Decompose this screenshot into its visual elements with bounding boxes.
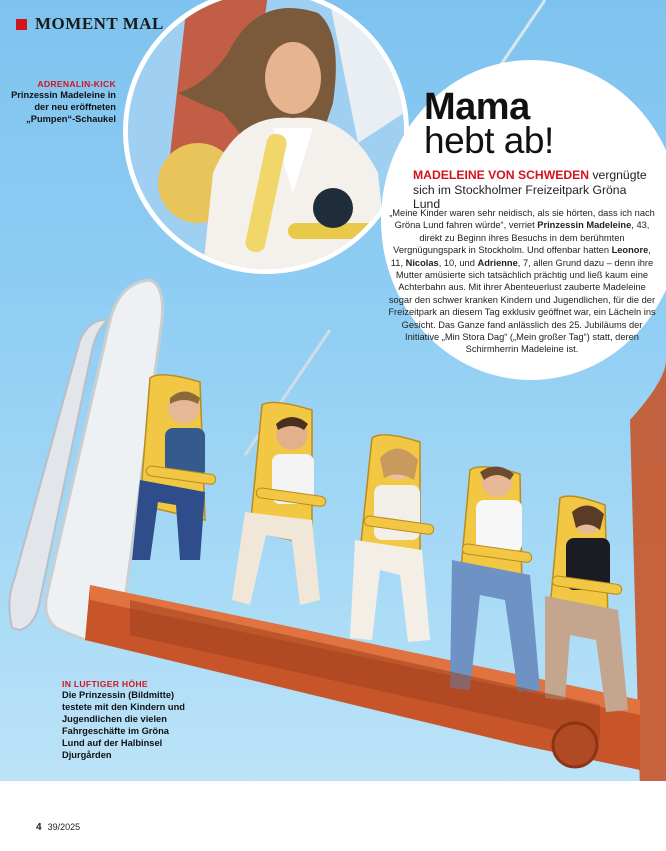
section-marker-square xyxy=(16,19,27,30)
article-subhead xyxy=(413,168,655,212)
body-segment-bold: Nicolas xyxy=(405,257,439,268)
section-label: MOMENT MAL xyxy=(35,14,164,33)
inset-photo-madeleine xyxy=(128,0,404,269)
subhead-rest: vergnügte sich im Stockholmer Freizeitpark Gröna Lund xyxy=(413,168,647,211)
inset-photo-circle xyxy=(123,0,409,274)
body-segment-bold: Prinzessin Madeleine xyxy=(537,220,632,231)
caption-top xyxy=(6,79,116,125)
body-segment: „Meine Kinder waren sehr neidisch, als sie hörten, dass ich nach Gröna Lund fahren würde“, verriet xyxy=(389,208,655,231)
caption-bottom xyxy=(62,679,192,761)
headline-line-1: Mama xyxy=(424,86,530,128)
section-tag xyxy=(16,14,164,34)
caption-top-kicker: ADRENALIN-KICK xyxy=(37,79,116,89)
caption-bottom-text: Die Prinzessin (Bildmitte) testete mit den Kindern und Jugendlichen die vielen Fahrgeschäfte im Gröna Lund auf der Halbinsel Djurgården xyxy=(62,690,185,760)
body-segment: , 10, und xyxy=(438,257,478,268)
body-segment: , 7, allen Grund dazu – denn ihre Mutter amüsierte sich tatsächlich prächtig und ließ kaum eine Achterbahn aus. Mit ihrer Abenteuerlust zauberte Madeleine sogar den schwer kranken Kindern und Jugendlichen, für die der Freizeitpark an diesem Tag exklusiv geöffnet war, ein Lächeln ins Gesicht. Das Ganze fand anlässlich des 25. Jubiläums der Initiative „Min Stora Dag“ („Mein großer Tag“) statt, deren Schirmherrin Madeleine ist. xyxy=(388,257,656,355)
headline-line-2: hebt ab! xyxy=(424,120,554,161)
issue-number: 39/2025 xyxy=(47,822,81,832)
page-folio xyxy=(36,822,80,833)
body-segment: , 43, direkt zu Beginn ihres Besuchs in dem berühmten Vergnügungspark in Stockholm. Und offenbar hatten xyxy=(393,220,650,256)
page-bottom-margin xyxy=(0,781,666,851)
body-segment-bold: Adrienne xyxy=(477,257,518,268)
article-body xyxy=(388,207,656,356)
subhead-name: MADELEINE VON SCHWEDEN xyxy=(413,168,590,182)
caption-bottom-kicker: IN LUFTIGER HÖHE xyxy=(62,679,148,689)
caption-top-text: Prinzessin Madeleine in der neu eröffneten „Pumpen“-Schaukel xyxy=(11,90,116,124)
body-segment-bold: Leonore xyxy=(611,245,649,256)
body-segment: , 11, xyxy=(390,245,651,268)
page-number: 4 xyxy=(36,822,42,833)
